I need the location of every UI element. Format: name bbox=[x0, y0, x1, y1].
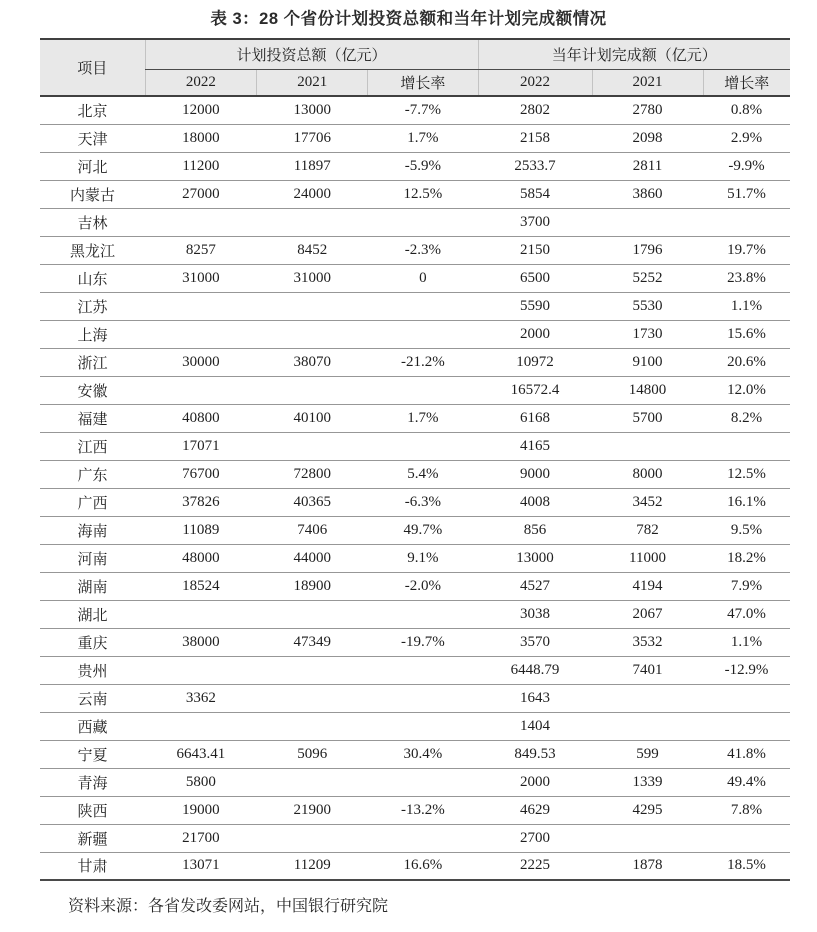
value-cell: 47349 bbox=[257, 628, 368, 656]
value-cell: 24000 bbox=[257, 180, 368, 208]
province-cell: 吉林 bbox=[40, 208, 145, 236]
value-cell: 2000 bbox=[478, 320, 592, 348]
value-cell bbox=[368, 824, 478, 852]
value-cell: 10972 bbox=[478, 348, 592, 376]
value-cell: 2.9% bbox=[703, 124, 790, 152]
province-cell: 浙江 bbox=[40, 348, 145, 376]
value-cell: 15.6% bbox=[703, 320, 790, 348]
province-cell: 黑龙江 bbox=[40, 236, 145, 264]
value-cell bbox=[145, 656, 257, 684]
value-cell: 5800 bbox=[145, 768, 257, 796]
value-cell bbox=[592, 208, 703, 236]
value-cell: 13071 bbox=[145, 852, 257, 880]
table-row bbox=[40, 516, 790, 544]
value-cell: 51.7% bbox=[703, 180, 790, 208]
value-cell: 48000 bbox=[145, 544, 257, 572]
value-cell bbox=[703, 712, 790, 740]
value-cell bbox=[368, 712, 478, 740]
value-cell bbox=[145, 320, 257, 348]
value-cell bbox=[257, 600, 368, 628]
column-header-completion-2022: 2022 bbox=[478, 69, 592, 96]
value-cell bbox=[257, 768, 368, 796]
table-row bbox=[40, 124, 790, 152]
value-cell: 11200 bbox=[145, 152, 257, 180]
table-row bbox=[40, 824, 790, 852]
value-cell: 38000 bbox=[145, 628, 257, 656]
value-cell: 5252 bbox=[592, 264, 703, 292]
value-cell bbox=[145, 208, 257, 236]
province-cell: 福建 bbox=[40, 404, 145, 432]
value-cell: 3038 bbox=[478, 600, 592, 628]
value-cell: -2.3% bbox=[368, 236, 478, 264]
value-cell bbox=[368, 600, 478, 628]
value-cell bbox=[592, 824, 703, 852]
value-cell: 9.1% bbox=[368, 544, 478, 572]
table-row bbox=[40, 152, 790, 180]
provinces-investment-table bbox=[40, 38, 790, 881]
value-cell: 3532 bbox=[592, 628, 703, 656]
value-cell: 4629 bbox=[478, 796, 592, 824]
province-cell: 广东 bbox=[40, 460, 145, 488]
table-row bbox=[40, 180, 790, 208]
value-cell: -12.9% bbox=[703, 656, 790, 684]
value-cell: 12.5% bbox=[703, 460, 790, 488]
value-cell: 2098 bbox=[592, 124, 703, 152]
value-cell: 1.7% bbox=[368, 124, 478, 152]
column-group-planned-investment: 计划投资总额（亿元） bbox=[145, 39, 478, 69]
table-row bbox=[40, 712, 790, 740]
value-cell: 30000 bbox=[145, 348, 257, 376]
value-cell: 5.4% bbox=[368, 460, 478, 488]
value-cell: 11000 bbox=[592, 544, 703, 572]
value-cell: 856 bbox=[478, 516, 592, 544]
value-cell bbox=[703, 208, 790, 236]
table-body bbox=[40, 96, 790, 880]
value-cell: 2067 bbox=[592, 600, 703, 628]
value-cell: 2225 bbox=[478, 852, 592, 880]
province-cell: 陕西 bbox=[40, 796, 145, 824]
value-cell: 1.1% bbox=[703, 628, 790, 656]
table-header bbox=[40, 39, 790, 96]
value-cell: 2150 bbox=[478, 236, 592, 264]
province-cell: 贵州 bbox=[40, 656, 145, 684]
value-cell: 17071 bbox=[145, 432, 257, 460]
value-cell: 6500 bbox=[478, 264, 592, 292]
value-cell: 8452 bbox=[257, 236, 368, 264]
value-cell: 27000 bbox=[145, 180, 257, 208]
value-cell: 21700 bbox=[145, 824, 257, 852]
value-cell: -5.9% bbox=[368, 152, 478, 180]
table-row bbox=[40, 348, 790, 376]
value-cell: 20.6% bbox=[703, 348, 790, 376]
value-cell: 1878 bbox=[592, 852, 703, 880]
value-cell: 849.53 bbox=[478, 740, 592, 768]
value-cell bbox=[592, 712, 703, 740]
value-cell: 7401 bbox=[592, 656, 703, 684]
value-cell bbox=[257, 320, 368, 348]
value-cell: 18524 bbox=[145, 572, 257, 600]
column-group-planned-completion: 当年计划完成额（亿元） bbox=[478, 39, 790, 69]
value-cell: 31000 bbox=[257, 264, 368, 292]
value-cell: 3700 bbox=[478, 208, 592, 236]
table-row bbox=[40, 488, 790, 516]
column-header-investment-2021: 2021 bbox=[257, 69, 368, 96]
sub-header-row bbox=[40, 69, 790, 96]
value-cell: 21900 bbox=[257, 796, 368, 824]
value-cell: 37826 bbox=[145, 488, 257, 516]
value-cell: -6.3% bbox=[368, 488, 478, 516]
value-cell: 30.4% bbox=[368, 740, 478, 768]
table-row bbox=[40, 292, 790, 320]
value-cell: 8257 bbox=[145, 236, 257, 264]
value-cell: 12.0% bbox=[703, 376, 790, 404]
value-cell: 47.0% bbox=[703, 600, 790, 628]
province-cell: 广西 bbox=[40, 488, 145, 516]
value-cell: 9000 bbox=[478, 460, 592, 488]
value-cell: 8000 bbox=[592, 460, 703, 488]
value-cell: 5096 bbox=[257, 740, 368, 768]
value-cell: 6168 bbox=[478, 404, 592, 432]
value-cell: 1.7% bbox=[368, 404, 478, 432]
province-cell: 北京 bbox=[40, 96, 145, 124]
value-cell: 1796 bbox=[592, 236, 703, 264]
value-cell: 11089 bbox=[145, 516, 257, 544]
value-cell bbox=[145, 600, 257, 628]
value-cell bbox=[703, 824, 790, 852]
value-cell: 16.6% bbox=[368, 852, 478, 880]
value-cell: 1404 bbox=[478, 712, 592, 740]
value-cell: 11897 bbox=[257, 152, 368, 180]
column-header-investment-growth: 增长率 bbox=[368, 69, 478, 96]
table-row bbox=[40, 208, 790, 236]
column-header-completion-growth: 增长率 bbox=[703, 69, 790, 96]
value-cell: -2.0% bbox=[368, 572, 478, 600]
value-cell: 3570 bbox=[478, 628, 592, 656]
value-cell: -19.7% bbox=[368, 628, 478, 656]
value-cell: 18000 bbox=[145, 124, 257, 152]
value-cell bbox=[257, 824, 368, 852]
province-cell: 上海 bbox=[40, 320, 145, 348]
value-cell: 11209 bbox=[257, 852, 368, 880]
province-cell: 重庆 bbox=[40, 628, 145, 656]
value-cell bbox=[368, 320, 478, 348]
value-cell: 38070 bbox=[257, 348, 368, 376]
column-header-completion-2021: 2021 bbox=[592, 69, 703, 96]
table-row bbox=[40, 544, 790, 572]
table-row bbox=[40, 740, 790, 768]
value-cell bbox=[145, 292, 257, 320]
value-cell: 2780 bbox=[592, 96, 703, 124]
table-row bbox=[40, 320, 790, 348]
province-cell: 宁夏 bbox=[40, 740, 145, 768]
value-cell: 44000 bbox=[257, 544, 368, 572]
value-cell: 76700 bbox=[145, 460, 257, 488]
value-cell: 17706 bbox=[257, 124, 368, 152]
value-cell: 0 bbox=[368, 264, 478, 292]
value-cell bbox=[257, 292, 368, 320]
table-title: 表 3：28 个省份计划投资总额和当年计划完成额情况 bbox=[210, 10, 607, 28]
value-cell: 5530 bbox=[592, 292, 703, 320]
table-row bbox=[40, 96, 790, 124]
value-cell: 6643.41 bbox=[145, 740, 257, 768]
value-cell: 16572.4 bbox=[478, 376, 592, 404]
province-cell: 河南 bbox=[40, 544, 145, 572]
table-row bbox=[40, 460, 790, 488]
province-cell: 湖北 bbox=[40, 600, 145, 628]
value-cell bbox=[368, 292, 478, 320]
province-cell: 甘肃 bbox=[40, 852, 145, 880]
value-cell: 5700 bbox=[592, 404, 703, 432]
value-cell: 4527 bbox=[478, 572, 592, 600]
value-cell: 72800 bbox=[257, 460, 368, 488]
province-cell: 新疆 bbox=[40, 824, 145, 852]
value-cell: 7.9% bbox=[703, 572, 790, 600]
value-cell: 2158 bbox=[478, 124, 592, 152]
value-cell: 7406 bbox=[257, 516, 368, 544]
value-cell bbox=[592, 684, 703, 712]
province-cell: 江苏 bbox=[40, 292, 145, 320]
value-cell bbox=[257, 432, 368, 460]
province-cell: 安徽 bbox=[40, 376, 145, 404]
table-row bbox=[40, 600, 790, 628]
value-cell: 6448.79 bbox=[478, 656, 592, 684]
value-cell bbox=[368, 208, 478, 236]
column-header-item: 项目 bbox=[40, 39, 145, 96]
value-cell: 3452 bbox=[592, 488, 703, 516]
value-cell bbox=[257, 208, 368, 236]
table-row bbox=[40, 236, 790, 264]
province-cell: 天津 bbox=[40, 124, 145, 152]
table-row bbox=[40, 628, 790, 656]
value-cell: 782 bbox=[592, 516, 703, 544]
value-cell bbox=[257, 712, 368, 740]
value-cell: 1730 bbox=[592, 320, 703, 348]
value-cell: 1.1% bbox=[703, 292, 790, 320]
table-row bbox=[40, 684, 790, 712]
value-cell: 13000 bbox=[478, 544, 592, 572]
value-cell: 4008 bbox=[478, 488, 592, 516]
value-cell: 18.5% bbox=[703, 852, 790, 880]
value-cell bbox=[368, 656, 478, 684]
table-row bbox=[40, 432, 790, 460]
table-row bbox=[40, 768, 790, 796]
province-cell: 青海 bbox=[40, 768, 145, 796]
table-row bbox=[40, 264, 790, 292]
value-cell: 4194 bbox=[592, 572, 703, 600]
value-cell: 40365 bbox=[257, 488, 368, 516]
value-cell: 8.2% bbox=[703, 404, 790, 432]
value-cell bbox=[368, 768, 478, 796]
value-cell bbox=[703, 432, 790, 460]
value-cell: 2700 bbox=[478, 824, 592, 852]
table-row bbox=[40, 796, 790, 824]
value-cell: 12000 bbox=[145, 96, 257, 124]
value-cell: -7.7% bbox=[368, 96, 478, 124]
province-cell: 江西 bbox=[40, 432, 145, 460]
value-cell bbox=[703, 684, 790, 712]
value-cell: 1643 bbox=[478, 684, 592, 712]
value-cell bbox=[145, 712, 257, 740]
value-cell: 41.8% bbox=[703, 740, 790, 768]
value-cell: 9100 bbox=[592, 348, 703, 376]
province-cell: 山东 bbox=[40, 264, 145, 292]
value-cell: 31000 bbox=[145, 264, 257, 292]
value-cell bbox=[368, 432, 478, 460]
value-cell: 14800 bbox=[592, 376, 703, 404]
value-cell: 16.1% bbox=[703, 488, 790, 516]
value-cell: -21.2% bbox=[368, 348, 478, 376]
value-cell: 40800 bbox=[145, 404, 257, 432]
value-cell: 18900 bbox=[257, 572, 368, 600]
value-cell: 19.7% bbox=[703, 236, 790, 264]
value-cell bbox=[257, 376, 368, 404]
province-cell: 云南 bbox=[40, 684, 145, 712]
value-cell: 4295 bbox=[592, 796, 703, 824]
value-cell: 1339 bbox=[592, 768, 703, 796]
province-cell: 海南 bbox=[40, 516, 145, 544]
value-cell: 3362 bbox=[145, 684, 257, 712]
value-cell: 4165 bbox=[478, 432, 592, 460]
value-cell bbox=[368, 376, 478, 404]
value-cell: 13000 bbox=[257, 96, 368, 124]
value-cell: 5854 bbox=[478, 180, 592, 208]
province-cell: 西藏 bbox=[40, 712, 145, 740]
value-cell: -13.2% bbox=[368, 796, 478, 824]
table-row bbox=[40, 404, 790, 432]
table-row bbox=[40, 852, 790, 880]
table-row bbox=[40, 376, 790, 404]
column-header-investment-2022: 2022 bbox=[145, 69, 257, 96]
province-cell: 湖南 bbox=[40, 572, 145, 600]
province-cell: 内蒙古 bbox=[40, 180, 145, 208]
value-cell bbox=[145, 376, 257, 404]
value-cell: 40100 bbox=[257, 404, 368, 432]
value-cell bbox=[592, 432, 703, 460]
value-cell: 49.7% bbox=[368, 516, 478, 544]
value-cell: 49.4% bbox=[703, 768, 790, 796]
value-cell: 2533.7 bbox=[478, 152, 592, 180]
value-cell bbox=[257, 684, 368, 712]
table-row bbox=[40, 572, 790, 600]
value-cell: 2802 bbox=[478, 96, 592, 124]
table-row bbox=[40, 656, 790, 684]
value-cell: 2811 bbox=[592, 152, 703, 180]
province-cell: 河北 bbox=[40, 152, 145, 180]
value-cell: 19000 bbox=[145, 796, 257, 824]
value-cell bbox=[257, 656, 368, 684]
value-cell: 5590 bbox=[478, 292, 592, 320]
value-cell: 3860 bbox=[592, 180, 703, 208]
value-cell: 2000 bbox=[478, 768, 592, 796]
value-cell: 7.8% bbox=[703, 796, 790, 824]
value-cell bbox=[368, 684, 478, 712]
value-cell: 18.2% bbox=[703, 544, 790, 572]
value-cell: 599 bbox=[592, 740, 703, 768]
group-header-row bbox=[40, 39, 790, 69]
value-cell: 23.8% bbox=[703, 264, 790, 292]
source-note: 资料来源：各省发改委网站，中国银行研究院 bbox=[68, 898, 389, 915]
value-cell: -9.9% bbox=[703, 152, 790, 180]
value-cell: 12.5% bbox=[368, 180, 478, 208]
value-cell: 0.8% bbox=[703, 96, 790, 124]
value-cell: 9.5% bbox=[703, 516, 790, 544]
